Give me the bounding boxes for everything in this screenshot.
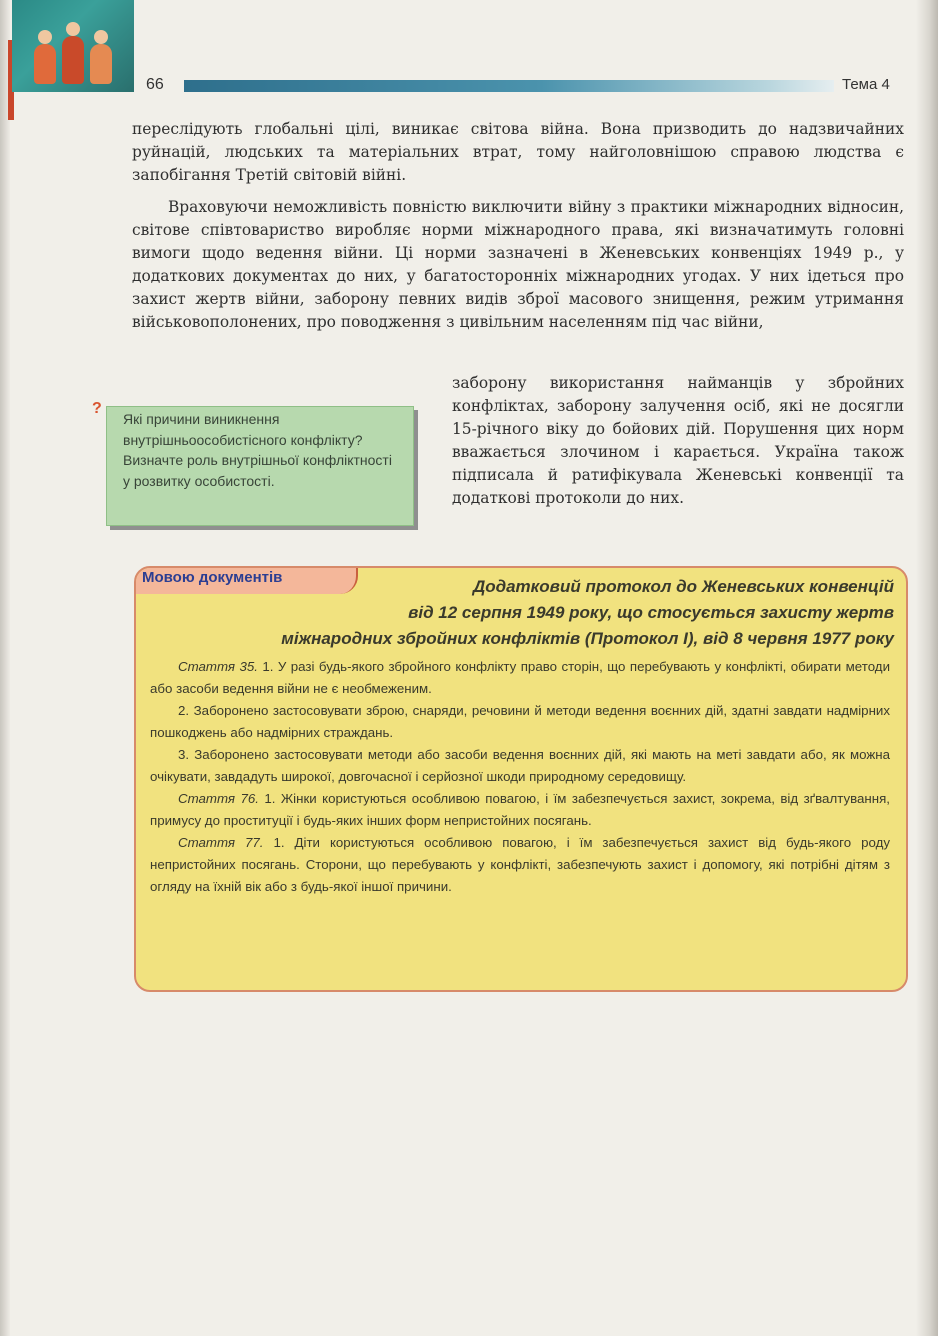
article-text: 1. Жінки користуються особливою повагою, і їм забезпечується захист, зокрема, від зґвалтування, примусу до проституції і будь-яких інших форм непристойних посягань. [150, 791, 890, 828]
article-77-paragraph-1 [150, 832, 890, 898]
question-box [106, 406, 414, 526]
photo-figure [90, 44, 112, 84]
header-bar [184, 80, 834, 92]
page-edge-left [0, 0, 10, 1336]
photo-figure [34, 44, 56, 84]
photo-figure-head [66, 22, 80, 36]
body-paragraph-2: Враховуючи неможливість повністю виключити війну з практики міжнародних відносин, світове співтовариство виробляє норми міжнародного права, які визначатимуть головні вимоги щодо ведення війни. Ці норми зазначені в Женевських конвенціях 1949 р., у додаткових документах до них, у багатосторонніх міжнародних угодах. У них ідеться про захист жертв війни, заборону певних видів зброї масового знищення, режим утримання військовополонених, про поводження з цивільним населенням під час війни, [132, 198, 904, 331]
body-paragraph-2-continuation: заборону використання найманців у збройних конфліктах, заборону залучення осіб, які не досягли 15-річного віку до бойових дій. Порушення цих норм вважається злочином і карається. Україна також підписала й ратифікувала Женевські конвенції та додаткові протоколи до них. [452, 374, 904, 507]
body-paragraph-1: переслідують глобальні цілі, виникає світова війна. Вона призводить до надзвичайних руйнацій, людських та матеріальних втрат, тому найголовнішою справою людства є запобігання Третій світовій війні. [132, 120, 904, 184]
photo-figure-head [94, 30, 108, 44]
article-label: Стаття 77. [178, 835, 264, 850]
document-title-line: від 12 серпня 1949 року, що стосується захисту жертв [408, 603, 894, 622]
document-title-line: Додатковий протокол до Женевських конвенцій [472, 577, 894, 596]
document-title [194, 574, 894, 652]
document-tag-label: Мовою документів [142, 569, 283, 586]
article-label: Стаття 35. [178, 659, 258, 674]
header-topic: Тема 4 [842, 76, 890, 93]
article-76-paragraph-1 [150, 788, 890, 832]
question-mark-icon: ? [92, 400, 102, 417]
article-35-paragraph-3: 3. Заборонено застосовувати методи або засоби ведення воєнних дій, які мають на меті завдати або, як можна очікувати, завдадуть широкої, довгочасної і серйозної шкоди природному середовищу. [150, 747, 890, 784]
chapter-corner-photo [12, 0, 134, 92]
question-text: Які причини виникнення внутрішньоособистісного конфлікту? Визначте роль внутрішньої конфліктності у розвитку особистості. [123, 411, 392, 489]
article-label: Стаття 76. [178, 791, 259, 806]
photo-figure-head [38, 30, 52, 44]
article-35-paragraph-2: 2. Заборонено застосовувати зброю, снаряди, речовини й методи ведення воєнних дій, здатні завдати надмірних пошкоджень або надмірних страждань. [150, 703, 890, 740]
article-text: 1. Діти користуються особливою повагою, і їм забезпечується захист від будь-якого роду непристойних посягань. Сторони, що перебувають у конфлікті, забезпечують захист і допомогу, які потрібні дітям з огляду на їхній вік або з будь-якої іншої причини. [150, 835, 890, 894]
photo-figure [62, 36, 84, 84]
article-text: 1. У разі будь-якого збройного конфлікту право сторін, що перебувають у конфлікті, обирати методи або засоби ведення війни не є необмеженим. [150, 659, 890, 696]
page-number: 66 [146, 76, 164, 93]
document-title-line: міжнародних збройних конфліктів (Протокол І), від 8 червня 1977 року [281, 629, 894, 648]
page-edge-right [916, 0, 938, 1336]
document-body [150, 656, 890, 898]
article-35-paragraph-1 [150, 656, 890, 700]
